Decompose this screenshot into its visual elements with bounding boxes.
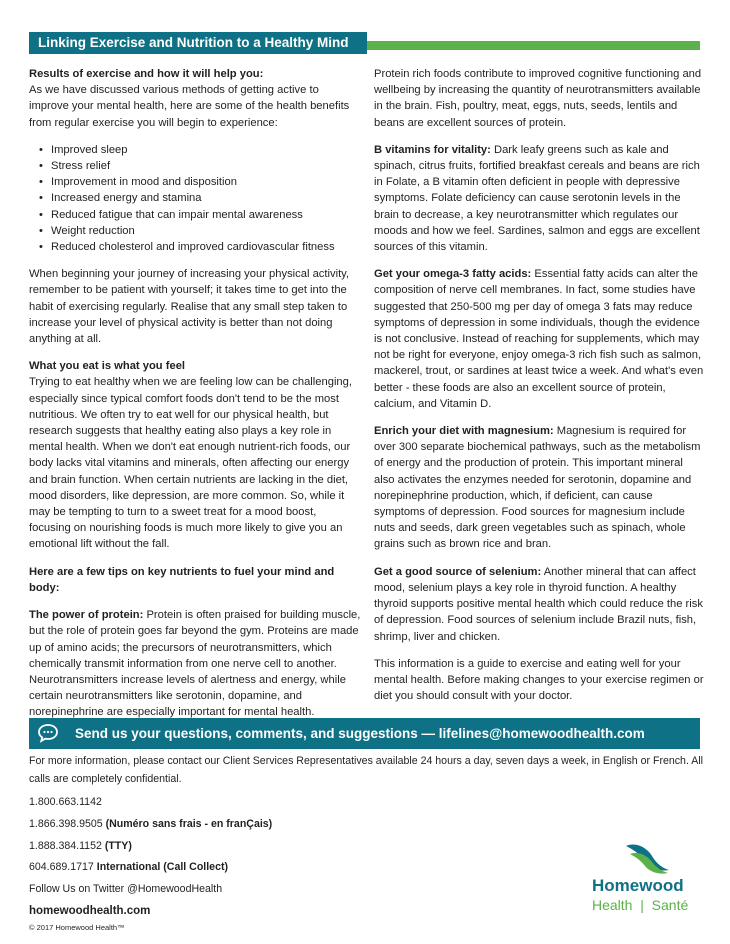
patience-paragraph: When beginning your journey of increasing your physical activity, remember to be patient with yourself; it takes time to get into the habit of exercising regularly. Realise that any small step taken to increase your level of physical activity is better than not doing anything at all.: [29, 268, 350, 346]
right-column: [374, 66, 704, 715]
chat-bubble-icon: [37, 723, 59, 743]
eat-section: [29, 358, 361, 552]
tips-heading-text: Here are a few tips on key nutrients to fuel your mind and body:: [29, 565, 335, 594]
selenium-section: [374, 564, 704, 645]
list-item: • Improvement in mood and disposition: [39, 174, 361, 190]
website-link[interactable]: homewoodhealth.com: [29, 905, 151, 917]
phone-french: [29, 818, 272, 830]
contact-email-text[interactable]: Send us your questions, comments, and suggestions — lifelines@homewoodhealth.com: [75, 726, 645, 741]
title-accent-line: [329, 41, 700, 50]
logo-subtitle: Health | Santé: [592, 897, 689, 913]
copyright: © 2017 Homewood Health™: [29, 923, 125, 932]
magnesium-text: Magnesium is required for over 300 separate biochemical pathways, such as the metabolism of energy and the production of protein. This important mineral also activates the enzymes needed for serotonin, dopamine and norepinephrine production, which, if deficient, can cause symptoms of depression. Food sources for magnesium include nuts and seeds, dark green vegetables such as spinach, whole grains such as brown rice and bran.: [374, 425, 701, 551]
contact-bar: [29, 718, 700, 749]
list-item: • Reduced cholesterol and improved cardiovascular fitness: [39, 239, 361, 255]
phone-label: (Numéro sans frais - en franÇais): [105, 818, 273, 830]
phone-label: (TTY): [104, 840, 132, 852]
list-item: • Weight reduction: [39, 223, 361, 239]
page-title: Linking Exercise and Nutrition to a Healthy Mind: [29, 32, 367, 54]
results-heading: Results of exercise and how it will help you:: [29, 68, 264, 80]
benefits-list: [39, 142, 361, 255]
omega-text: Essential fatty acids can alter the composition of nerve cell membranes. In fact, some studies have suggested that 250-500 mg per day of omega 3 fats may reduce symptoms of depression in some individuals, though the evidence is not conclusive. Instead of reaching for supplements, which may not be right for everyone, enjoy omega-3 rich fish such as salmon, mackerel, trout, or sardines at least twice a week. And what's even better - these foods are also an excellent source of protein, calcium, and Vitamin D.: [374, 268, 704, 410]
results-intro: As we have discussed various methods of getting active to improve your mental health, here are some of the health benefits from regular exercise you will begin to experience:: [29, 84, 350, 129]
title-bar: [29, 32, 700, 54]
logo-name: Homewood: [592, 876, 684, 895]
protein-text: Protein is often praised for building muscle, but the role of protein goes far beyond the gym. Proteins are made up of amino acids; the precursors of neurotransmitters, which chemically transmit information from one nerve cell to another. Neurotransmitters increase levels of alertness and energy, while certain neurotransmitters like serotonin, dopamine, and norepinephrine are especially important for mental health.: [29, 609, 361, 719]
b-vitamins-text: Dark leafy greens such as kale and spinach, citrus fruits, fortified breakfast cereals and beans are rich in Folate, a B vitamin often deficient in people with depressive symptoms. Folate deficiency can cause serotonin levels in the brain to decrease, a key neurotransmitter which regulates our moods and how we feel. Sardines, salmon and eggs are excellent sources of this vitamin.: [374, 143, 700, 254]
closing-paragraph: This information is a guide to exercise and eating well for your mental health. Before making changes to your exercise regimen or diet you should consult with your doctor.: [374, 657, 704, 703]
twitter-line[interactable]: Follow Us on Twitter @HomewoodHealth: [29, 883, 223, 895]
b-vitamins-section: [374, 142, 704, 255]
phone-main: [29, 796, 102, 808]
phone-label: International (Call Collect): [96, 861, 229, 873]
protein-section: [29, 607, 361, 720]
protein-heading: The power of protein:: [29, 609, 144, 622]
magnesium-heading: Enrich your diet with magnesium:: [374, 425, 554, 438]
results-section: [29, 66, 361, 131]
eat-heading: What you eat is what you feel: [29, 360, 186, 373]
selenium-heading: Get a good source of selenium:: [374, 565, 542, 578]
left-column: [29, 66, 361, 732]
list-item: • Reduced fatigue that can impair mental awareness: [39, 207, 361, 223]
phone-number[interactable]: 1.800.663.1142: [29, 796, 102, 808]
footer-intro: For more information, please contact our Client Services Representatives available 24 hours a day, seven days a week, in English or French. All calls are completely confidential.: [29, 755, 704, 785]
tips-heading: [29, 564, 361, 596]
list-item: • Increased energy and stamina: [39, 190, 361, 206]
phone-number[interactable]: 1.866.398.9505: [29, 818, 103, 830]
list-item: • Stress relief: [39, 158, 361, 174]
phone-international: [29, 861, 228, 873]
b-vitamins-heading: B vitamins for vitality:: [374, 143, 491, 156]
homewood-logo: [592, 840, 704, 920]
phone-tty: [29, 840, 132, 852]
magnesium-section: [374, 423, 704, 553]
eat-text: Trying to eat healthy when we are feeling low can be challenging, especially since typical comfort foods don't tend to be the most nutritious. We often try to eat well for our physical health, but research suggests that healthy eating also plays a key role in mental health. When we don't eat enough nutrient-rich foods, our body lacks vital vitamins and minerals, often affecting our energy and brain function. When certain nutrients are lacking in the diet, mood disorders, like depression, are more common. So, while it may be tempting to turn to a sweet treat for a mood boost, focusing on nourishing foods is much more likely to give you an emotional lift without the fall.: [29, 376, 352, 551]
list-item: • Improved sleep: [39, 142, 361, 158]
phone-number[interactable]: 604.689.1717: [29, 861, 94, 873]
omega-section: [374, 266, 704, 412]
leaf-logo-icon: [622, 840, 672, 876]
omega-heading: Get your omega-3 fatty acids:: [374, 268, 532, 281]
protein-continued: Protein rich foods contribute to improved cognitive functioning and wellbeing by increasing the quantity of neurotransmitters available in the brain. Fish, poultry, meat, eggs, nuts, seeds, lentils and beans are excellent sources of protein.: [374, 68, 702, 129]
phone-number[interactable]: 1.888.384.1152: [29, 840, 102, 852]
selenium-text: Another mineral that can affect mood, selenium plays a key role in thyroid function. A healthy thyroid supports positive mental health which could reduce the risk of depression. Food sources of selenium include Brazil nuts, fish, shrimp, liver and chicken.: [374, 565, 703, 643]
